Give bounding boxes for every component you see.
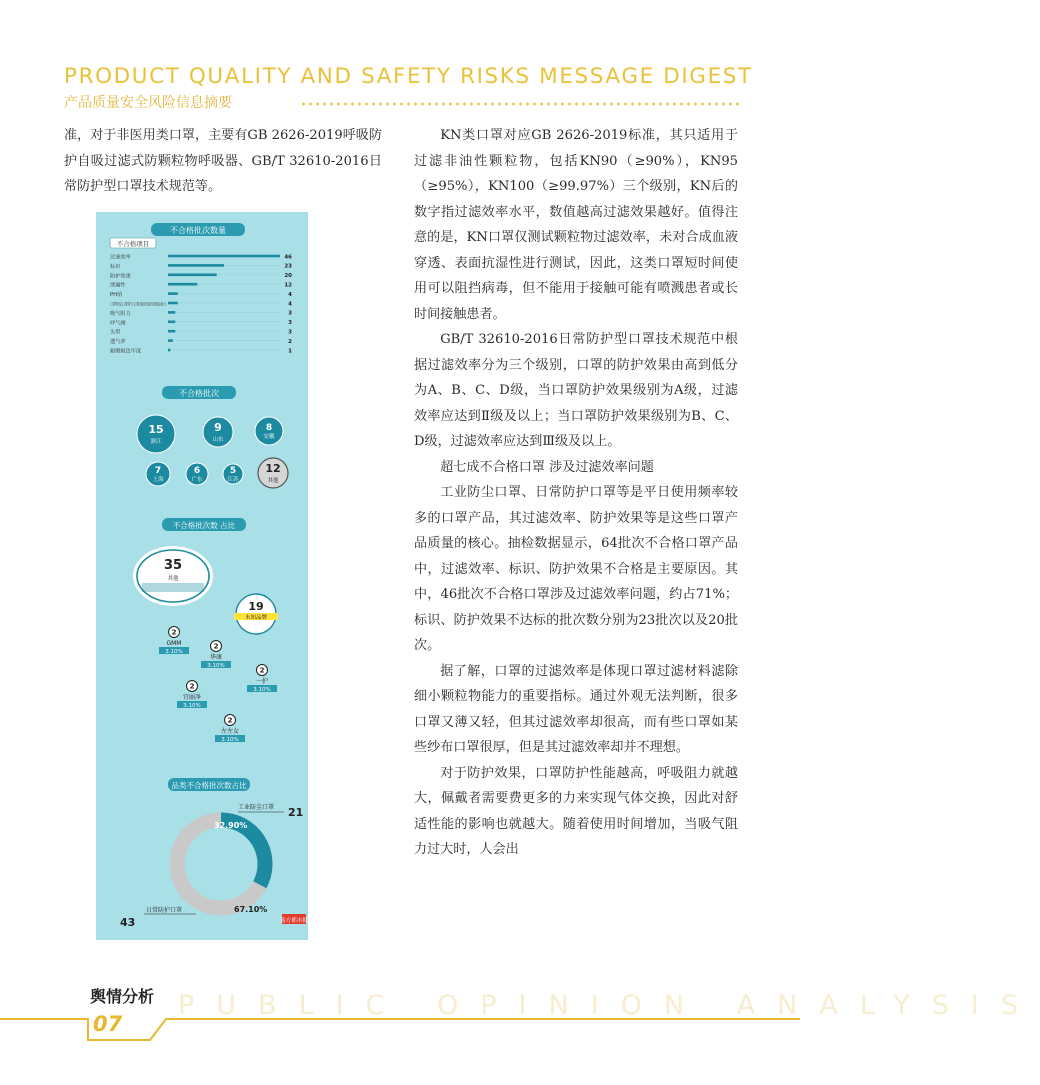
bar-value-label: 2 [288, 338, 292, 345]
bar-category-label: 防护效果 [110, 273, 131, 280]
brand-label: 左左女 [220, 728, 240, 735]
bar-value-label: 12 [284, 282, 292, 289]
footer-section-cn: 舆情分析 [90, 987, 155, 1006]
bar [168, 264, 224, 267]
region-value: 15 [148, 423, 164, 436]
region-label: 上海 [152, 477, 164, 483]
bar-value-label: 20 [284, 273, 292, 280]
bar-value-label: 3 [288, 329, 292, 336]
brand-pct: 29.70% [244, 622, 268, 629]
bar-value-label: 3 [288, 320, 292, 327]
donut-label-industrial: 工业防尘口罩 [238, 804, 275, 811]
bar-category-label: PH值 [110, 292, 123, 299]
right-paragraph-5: 对于防护效果，口罩防护性能越高，呼吸阻力就越大，佩戴者需要费更多的力来实现气体交换，因此对舒适性能的影响也就越大。随着使用时间增加，当吸气阻力过大时，人会出 [414, 765, 738, 857]
right-paragraph-2: GB/T 32610-2016日常防护型口罩技术规范中根据过滤效率分为三个级别，口罩的防护效果由高到低分为A、B、C、D级，当口罩防护效果级别为A级，过滤效率应达到Ⅱ级及以上；当口罩防护效果级别为B、C、D级，过滤效率应达到Ⅲ级及以上。 [414, 332, 738, 449]
donut-section [120, 778, 303, 929]
bar-category-label: 标识 [110, 263, 121, 270]
bar-category-label: 呼气阀 [110, 320, 126, 327]
region-value: 9 [214, 421, 222, 434]
bar-category-label: 过滤效率 [110, 254, 131, 261]
bar-category-label: 吸气阻力 [110, 310, 131, 317]
brand-bubble-section [133, 518, 278, 743]
brand-pct: 3.10% [221, 737, 239, 743]
donut-value-industrial: 21 [288, 806, 304, 819]
region-value: 7 [154, 466, 162, 476]
bar-category-label: 透气率 [110, 339, 126, 346]
bar-category-label: 头带 [110, 329, 121, 336]
bar [168, 339, 173, 342]
right-column [414, 123, 738, 863]
region-label: 浙江 [150, 439, 162, 445]
header-title-cn: 产品质量安全风险信息摘要 [64, 95, 232, 111]
footer-section-en: PUBLIC OPINION ANALYSIS [178, 990, 1040, 1021]
header-title-en: PRODUCT QUALITY AND SAFETY RISKS MESSAGE DIGEST [64, 64, 753, 89]
region-label: 江苏 [227, 477, 239, 483]
brand-value: 19 [248, 600, 264, 613]
region-value: 12 [265, 462, 281, 475]
brand-value: 2 [189, 682, 195, 691]
header-dotted-rule [300, 102, 740, 106]
infographic-canvas [96, 212, 308, 940]
left-column [64, 123, 382, 200]
brand-pct-band [142, 583, 204, 592]
brand-pct: 3.10% [183, 703, 201, 709]
region-label: 其他 [267, 478, 279, 484]
brand-value: 35 [163, 558, 183, 573]
region-value: 6 [193, 466, 201, 476]
right-paragraph-1: KN类口罩对应GB 2626-2019标准，其只适用于过滤非油性颗粒物，包括KN90（≥90%），KN95（≥95%），KN100（≥99.97%）三个级别，KN后的数字指过滤效率水平，数值越高过滤效果越好。值得注意的是，KN口罩仅测试颗粒物过滤效率，未对合成血液穿透、表面抗湿性进行测试，因此，这类口罩短时间使用可以阻挡病毒，但不能用于接触可能有喷溅患者或长时间接触患者。 [414, 128, 738, 322]
region-chart-title: 不合格批次 [179, 389, 219, 398]
bar-chart-subtitle: 不合格项目 [116, 240, 150, 248]
donut-chart-title: 品类不合格批次数占比 [171, 781, 247, 790]
infographic [96, 212, 308, 940]
bar [168, 292, 178, 295]
brand-label: 华康 [209, 654, 223, 661]
brand-label: GMM [166, 640, 182, 647]
brand-label: 宜丽净 [182, 694, 202, 701]
bar-category-label: 口罩带及口罩带与口罩体的连接处断裂强力 [110, 301, 186, 307]
bar-value-label: 3 [288, 310, 292, 317]
page-number: 07 [93, 1012, 123, 1036]
brand-label: 一护 [255, 678, 269, 685]
newspaper-logo-text: 南方都市报 [280, 918, 308, 924]
bar [168, 311, 175, 314]
brand-pct: 3.10% [207, 663, 225, 669]
donut-chart [120, 803, 303, 929]
region-label: 广东 [191, 477, 203, 483]
brand-pct: 54.80% [160, 584, 186, 592]
left-paragraph-1: 准，对于非医用类口罩，主要有GB 2626-2019呼吸防护自吸过滤式防颗粒物呼吸器、GB/T 32610-2016日常防护型口罩技术规范等。 [64, 128, 382, 194]
brand-value: 2 [259, 666, 265, 675]
right-paragraph-4: 据了解，口罩的过滤效率是体现口罩过滤材料滤除细小颗粒物能力的重要指标。通过外观无法判断，很多口罩又薄又轻，但其过滤效率却很高，而有些口罩如某些纱布口罩很厚，但是其过滤效率却并不理想。 [414, 663, 738, 755]
brand-value: 2 [171, 628, 177, 637]
bar-chart-section [110, 223, 292, 355]
region-value: 8 [265, 423, 273, 433]
bar-value-label: 4 [288, 291, 292, 298]
brand-bubbles [133, 546, 278, 743]
bar-chart-title: 不合格批次数量 [170, 226, 226, 235]
bar [168, 255, 280, 258]
donut-pct-daily: 67.10% [234, 905, 268, 914]
brand-value: 2 [227, 716, 233, 725]
bar-value-label: 23 [284, 263, 292, 270]
donut-pct-industrial: 32.90% [214, 821, 248, 830]
bar-category-label: 耐磨损色牢度 [110, 348, 142, 355]
right-subheading: 超七成不合格口罩 涉及过滤效率问题 [440, 459, 654, 475]
brand-pct: 3.10% [165, 649, 183, 655]
bar-value-label: 46 [284, 254, 292, 261]
brand-pct: 3.10% [253, 687, 271, 693]
bar-chart-bars [110, 253, 292, 355]
bar [168, 274, 217, 277]
bar [168, 321, 175, 324]
brand-label: 未知品牌 [244, 615, 268, 621]
brand-chart-title: 不合格批次数 占比 [172, 521, 236, 530]
region-bubble-section [137, 386, 288, 488]
donut-value-daily: 43 [120, 916, 136, 929]
donut-label-daily: 日常防护口罩 [146, 907, 183, 914]
region-label: 安徽 [263, 434, 275, 440]
bar [168, 349, 170, 352]
bar [168, 330, 175, 333]
bar-value-label: 4 [288, 301, 292, 308]
bar [168, 302, 178, 305]
region-label: 山东 [212, 437, 224, 443]
bar-value-label: 1 [288, 348, 292, 355]
bar [168, 283, 197, 286]
right-paragraph-3: 工业防尘口罩、日常防护口罩等是平日使用频率较多的口罩产品，其过滤效率、防护效果等是这些口罩产品质量的核心。抽检数据显示，64批次不合格口罩产品中，过滤效率、标识、防护效果不合格是主要原因。其中，46批次不合格口罩涉及过滤效率问题，约占71%；标识、防护效果不达标的批次数分别为23批次以及20批次。 [414, 485, 738, 653]
region-value: 5 [229, 466, 237, 476]
bar-category-label: 泄漏性 [110, 282, 126, 289]
brand-value: 2 [213, 642, 219, 651]
region-bubbles [137, 415, 288, 488]
brand-label: 其他 [167, 576, 179, 582]
